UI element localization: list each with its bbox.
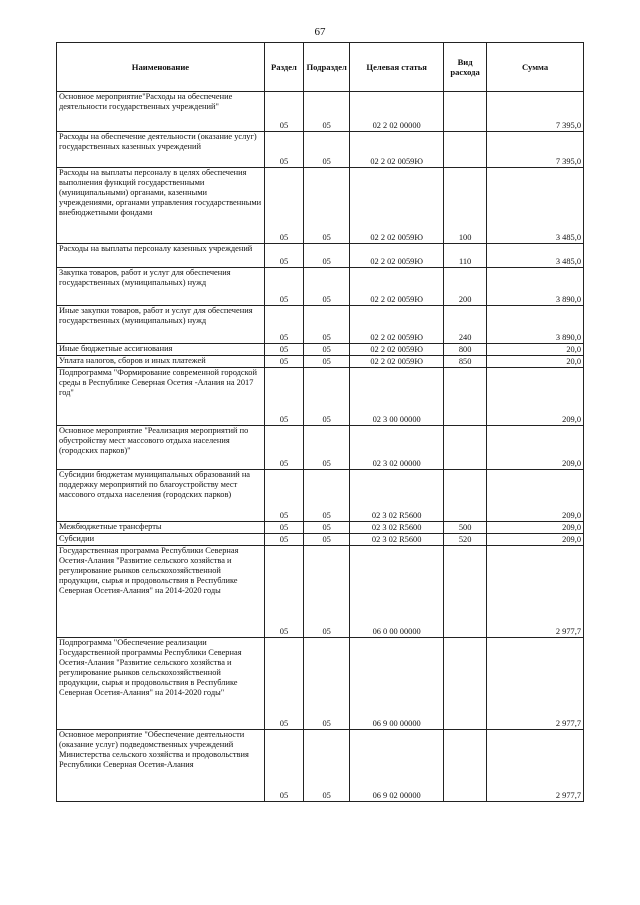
column-header-expense-type: Вид расхода [443, 43, 486, 92]
cell-subsection: 05 [304, 92, 350, 132]
cell-amount: 3 890,0 [487, 268, 584, 306]
cell-name: Межбюджетные трансферты [57, 522, 265, 534]
cell-amount: 2 977,7 [487, 638, 584, 730]
table-row [57, 730, 584, 802]
cell-section: 05 [264, 268, 303, 306]
cell-target: 02 3 02 00000 [350, 426, 444, 470]
cell-name: Расходы на выплаты персоналу в целях обеспечения выполнения функций государственными (муниципальными) органами, казенными учреждениями, органами управления государственными внебюджетными фондами [57, 168, 265, 244]
cell-subsection: 05 [304, 306, 350, 344]
page-number: 67 [314, 26, 326, 38]
cell-subsection: 05 [304, 344, 350, 356]
cell-section: 05 [264, 344, 303, 356]
cell-name: Подпрограмма "Обеспечение реализации Государственной программы Республики Северная Осетия-Алания "Развитие сельского хозяйства и регулирование рынков сельскохозяйственной продукции, сырья и продовольствия в Республике Северная Осетия-Алания" на 2014-2020 годы" [57, 638, 265, 730]
cell-expense-type: 520 [443, 534, 486, 546]
cell-section: 05 [264, 638, 303, 730]
table-row [57, 470, 584, 522]
cell-name: Иные закупки товаров, работ и услуг для обеспечения государственных (муниципальных) нужд [57, 306, 265, 344]
cell-subsection: 05 [304, 368, 350, 426]
table-row [57, 268, 584, 306]
cell-target: 06 9 02 00000 [350, 730, 444, 802]
cell-subsection: 05 [304, 244, 350, 268]
cell-amount: 7 395,0 [487, 92, 584, 132]
cell-target: 02 3 00 00000 [350, 368, 444, 426]
cell-target: 02 2 02 0059Ю [350, 168, 444, 244]
table-row [57, 534, 584, 546]
column-header-target: Целевая статья [350, 43, 444, 92]
cell-section: 05 [264, 356, 303, 368]
cell-expense-type: 200 [443, 268, 486, 306]
cell-target: 02 2 02 00000 [350, 92, 444, 132]
cell-name: Иные бюджетные ассигнования [57, 344, 265, 356]
cell-subsection: 05 [304, 730, 350, 802]
cell-expense-type: 850 [443, 356, 486, 368]
cell-name: Основное мероприятие"Расходы на обеспечение деятельности государственных учреждений" [57, 92, 265, 132]
column-header-subsection: Подраздел [304, 43, 350, 92]
cell-section: 05 [264, 244, 303, 268]
cell-expense-type [443, 638, 486, 730]
cell-name: Уплата налогов, сборов и иных платежей [57, 356, 265, 368]
cell-target: 02 3 02 R5600 [350, 470, 444, 522]
cell-amount: 2 977,7 [487, 546, 584, 638]
cell-subsection: 05 [304, 546, 350, 638]
cell-amount: 209,0 [487, 368, 584, 426]
table-body [57, 92, 584, 802]
table-row [57, 522, 584, 534]
cell-subsection: 05 [304, 470, 350, 522]
cell-target: 02 3 02 R5600 [350, 534, 444, 546]
table-row [57, 306, 584, 344]
cell-expense-type [443, 546, 486, 638]
column-header-name: Наименование [57, 43, 265, 92]
cell-name: Расходы на выплаты персоналу казенных учреждений [57, 244, 265, 268]
cell-section: 05 [264, 546, 303, 638]
cell-name: Подпрограмма "Формирование современной городской среды в Республике Северная Осетия -Алания на 2017 год" [57, 368, 265, 426]
cell-expense-type [443, 132, 486, 168]
cell-expense-type [443, 368, 486, 426]
cell-amount: 209,0 [487, 522, 584, 534]
cell-expense-type [443, 470, 486, 522]
table-row [57, 132, 584, 168]
cell-amount: 20,0 [487, 356, 584, 368]
table-row [57, 546, 584, 638]
cell-name: Основное мероприятие "Реализация мероприятий по обустройству мест массового отдыха населения (городских парков)" [57, 426, 265, 470]
cell-section: 05 [264, 470, 303, 522]
cell-section: 05 [264, 730, 303, 802]
cell-section: 05 [264, 426, 303, 470]
cell-expense-type: 100 [443, 168, 486, 244]
cell-amount: 209,0 [487, 426, 584, 470]
cell-subsection: 05 [304, 268, 350, 306]
table-row [57, 356, 584, 368]
table-row [57, 92, 584, 132]
cell-section: 05 [264, 168, 303, 244]
cell-name: Расходы на обеспечение деятельности (оказание услуг) государственных казенных учреждений [57, 132, 265, 168]
cell-expense-type [443, 426, 486, 470]
cell-section: 05 [264, 132, 303, 168]
cell-target: 02 2 02 0059Ю [350, 244, 444, 268]
cell-expense-type [443, 92, 486, 132]
cell-name: Субсидии [57, 534, 265, 546]
cell-name: Закупка товаров, работ и услуг для обеспечения государственных (муниципальных) нужд [57, 268, 265, 306]
cell-name: Государственная программа Республики Северная Осетия-Алания "Развитие сельского хозяйства и регулирование рынков сельскохозяйственной продукции, сырья и продовольствия в Республике Северная Осетия-Алания" на 2014-2020 годы [57, 546, 265, 638]
cell-section: 05 [264, 92, 303, 132]
budget-table [56, 42, 584, 802]
cell-subsection: 05 [304, 356, 350, 368]
cell-expense-type: 240 [443, 306, 486, 344]
table-header-row [57, 43, 584, 92]
cell-target: 02 2 02 0059Ю [350, 306, 444, 344]
cell-subsection: 05 [304, 638, 350, 730]
cell-subsection: 05 [304, 132, 350, 168]
table-row [57, 368, 584, 426]
cell-section: 05 [264, 368, 303, 426]
cell-amount: 209,0 [487, 534, 584, 546]
cell-subsection: 05 [304, 534, 350, 546]
cell-target: 06 9 00 00000 [350, 638, 444, 730]
table-row [57, 426, 584, 470]
cell-section: 05 [264, 534, 303, 546]
cell-expense-type: 110 [443, 244, 486, 268]
cell-amount: 3 485,0 [487, 244, 584, 268]
cell-expense-type [443, 730, 486, 802]
cell-target: 02 2 02 0059Ю [350, 356, 444, 368]
cell-target: 02 2 02 0059Ю [350, 268, 444, 306]
cell-expense-type: 500 [443, 522, 486, 534]
cell-amount: 3 890,0 [487, 306, 584, 344]
cell-amount: 7 395,0 [487, 132, 584, 168]
cell-target: 02 2 02 0059Ю [350, 344, 444, 356]
cell-subsection: 05 [304, 426, 350, 470]
column-header-amount: Сумма [487, 43, 584, 92]
table-row [57, 168, 584, 244]
cell-amount: 3 485,0 [487, 168, 584, 244]
cell-subsection: 05 [304, 522, 350, 534]
column-header-section: Раздел [264, 43, 303, 92]
cell-expense-type: 800 [443, 344, 486, 356]
table-row [57, 344, 584, 356]
cell-target: 02 2 02 0059Ю [350, 132, 444, 168]
cell-target: 02 3 02 R5600 [350, 522, 444, 534]
table-row [57, 638, 584, 730]
cell-name: Основное мероприятие "Обеспечение деятельности (оказание услуг) подведомственных учреждений Министерства сельского хозяйства и продовольствия Республики Северная Осетия-Алания [57, 730, 265, 802]
cell-subsection: 05 [304, 168, 350, 244]
cell-amount: 209,0 [487, 470, 584, 522]
cell-name: Субсидии бюджетам муниципальных образований на поддержку мероприятий по благоустройству мест массового отдыха населения (городских парков) [57, 470, 265, 522]
cell-amount: 20,0 [487, 344, 584, 356]
cell-target: 06 0 00 00000 [350, 546, 444, 638]
table-row [57, 244, 584, 268]
cell-amount: 2 977,7 [487, 730, 584, 802]
cell-section: 05 [264, 522, 303, 534]
cell-section: 05 [264, 306, 303, 344]
